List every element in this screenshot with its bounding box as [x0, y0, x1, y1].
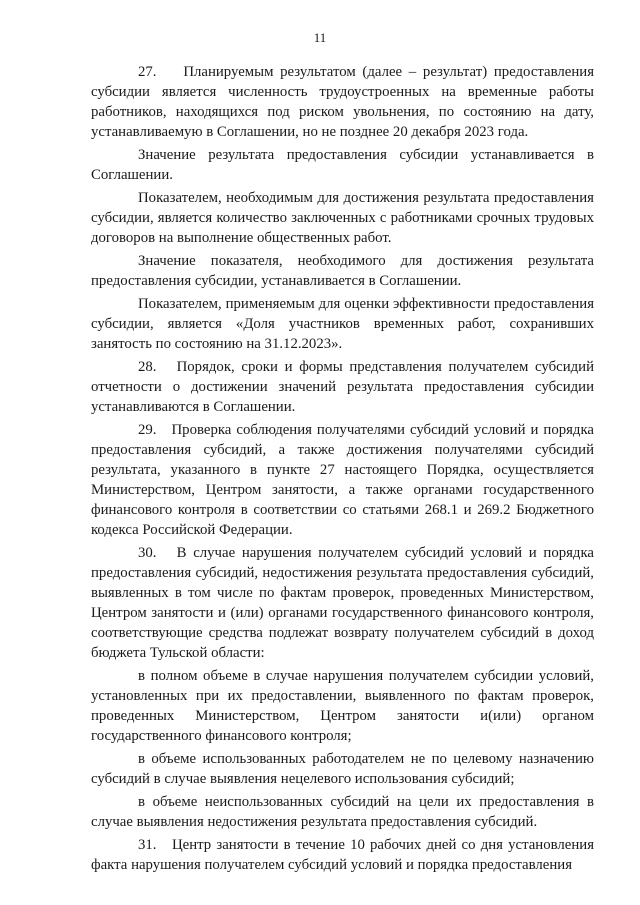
paragraph-30-unused: в объеме неиспользованных субсидий на цели их предоставления в случае выявления недостижения результата предоставления субсидий. — [91, 794, 594, 830]
paragraph-30: 30. В случае нарушения получателем субсидий условий и порядка предоставления субсидий, недостижения результата предоставления субсидий, выявленных в том числе по фактам проверок, проведенных Министерством, Центром занятости и (или) органами государственного финансового контроля, соответствующие средства подлежат возврату получателем субсидий в доход бюджета Тульской области: — [91, 545, 594, 661]
page-number: 11 — [313, 30, 327, 45]
paragraph-31: 31. Центр занятости в течение 10 рабочих дней со дня установления факта нарушения получателем субсидий условий и порядка предоставления — [91, 837, 594, 873]
paragraph-indicator: Показателем, необходимым для достижения результата предоставления субсидии, является количество заключенных с работниками срочных трудовых договоров на выполнение общественных работ. — [91, 190, 594, 246]
paragraph-27: 27. Планируемым результатом (далее – результат) предоставления субсидии является численность трудоустроенных на временные работы работников, находящихся под риском увольнения, по состоянию на дату, устанавливаемую в Соглашении, но не позднее 20 декабря 2023 года. — [91, 64, 594, 140]
paragraph-indicator-value: Значение показателя, необходимого для достижения результата предоставления субсидии, устанавливается в Соглашении. — [91, 253, 594, 289]
paragraph-30-misuse: в объеме использованных работодателем не по целевому назначению субсидий в случае выявления нецелевого использования субсидий; — [91, 751, 594, 787]
paragraph-30-full-amount: в полном объеме в случае нарушения получателем субсидии условий, установленных при их предоставлении, выявленного по фактам проверок, проведенных Министерством, Центром занятости и(или) органом государственного финансового контроля; — [91, 668, 594, 744]
paragraph-result-value: Значение результата предоставления субсидии устанавливается в Соглашении. — [91, 147, 594, 183]
document-body — [91, 62, 594, 875]
paragraph-29: 29. Проверка соблюдения получателями субсидий условий и порядка предоставления субсидий, а также достижения получателями субсидий результата, указанного в пункте 27 настоящего Порядка, осуществляется Министерством, Центром занятости, а также органами государственного финансового контроля в соответствии со статьями 268.1 и 269.2 Бюджетного кодекса Российской Федерации. — [91, 422, 594, 538]
paragraph-28: 28. Порядок, сроки и формы представления получателем субсидий отчетности о достижении значений результата предоставления субсидии устанавливаются в Соглашении. — [91, 359, 594, 415]
paragraph-efficiency: Показателем, применяемым для оценки эффективности предоставления субсидии, является «Доля участников временных работ, сохранивших занятость по состоянию на 31.12.2023». — [91, 296, 594, 352]
